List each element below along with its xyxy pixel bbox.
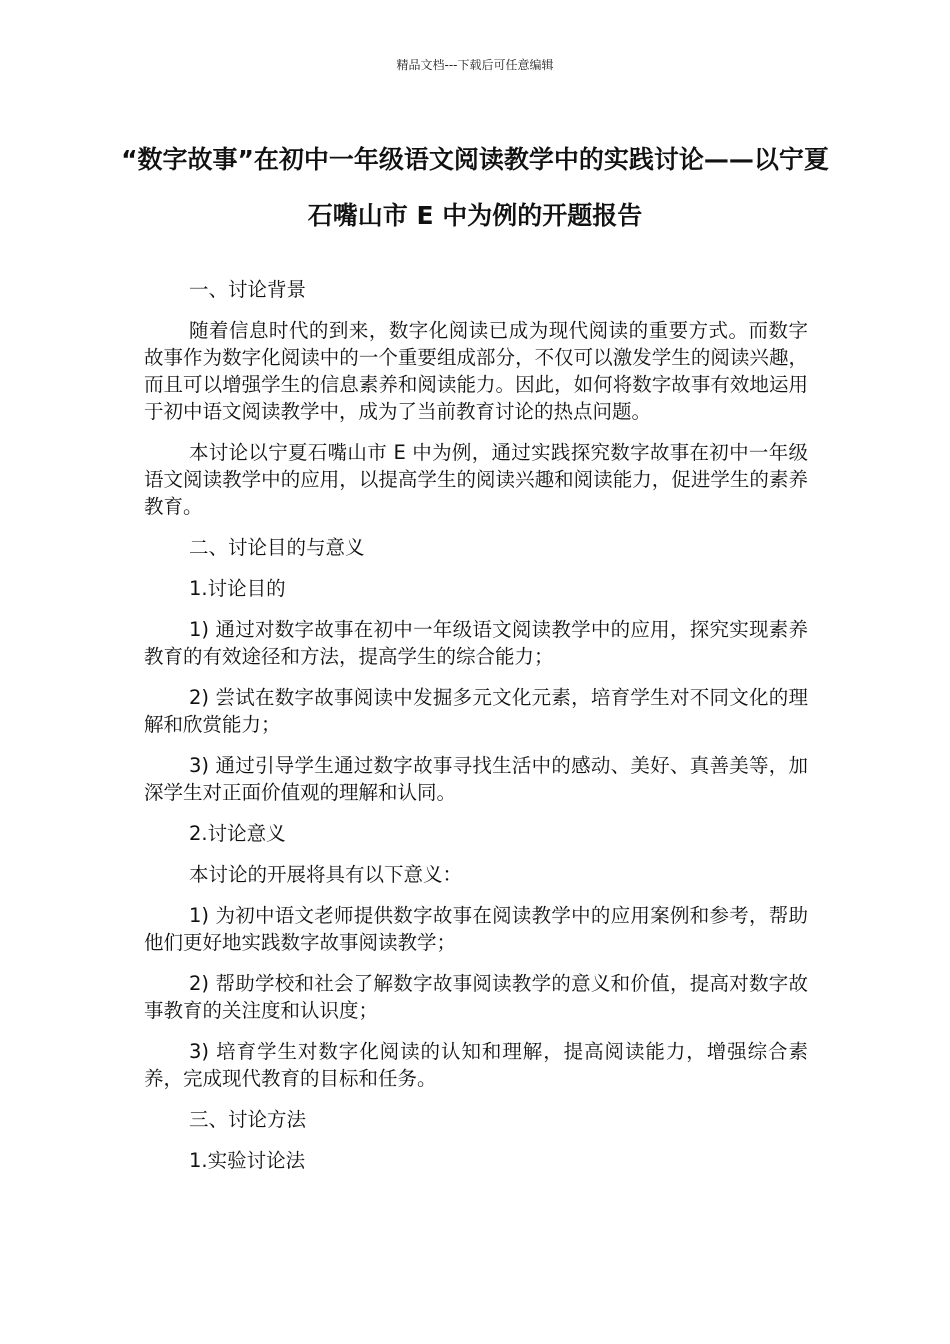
section-heading-background: 一、讨论背景	[189, 278, 307, 301]
list-item: 3) 通过引导学生通过数字故事寻找生活中的感动、美好、真善美等，加深学生对正面价值观的理解和认同。	[144, 754, 808, 804]
section-heading-purpose: 二、讨论目的与意义	[189, 536, 365, 559]
subsection-heading-method: 1.实验讨论法	[189, 1149, 306, 1172]
page-header: 精品文档---下载后可任意编辑	[396, 58, 554, 72]
list-item: 2) 尝试在数字故事阅读中发掘多元文化元素，培育学生对不同文化的理解和欣赏能力；	[144, 686, 808, 736]
subsection-heading-purpose: 1.讨论目的	[189, 577, 286, 600]
list-item: 3) 培育学生对数字化阅读的认知和理解，提高阅读能力，增强综合素养，完成现代教育的目标和任务。	[144, 1040, 808, 1090]
subsection-heading-significance: 2.讨论意义	[189, 822, 286, 845]
list-item: 1) 通过对数字故事在初中一年级语文阅读教学中的应用，探究实现素养教育的有效途径和方法，提高学生的综合能力；	[144, 618, 808, 668]
body-paragraph: 本讨论以宁夏石嘴山市 E 中为例，通过实践探究数字故事在初中一年级语文阅读教学中的应用，以提高学生的阅读兴趣和阅读能力，促进学生的素养教育。	[144, 441, 808, 518]
section-heading-method: 三、讨论方法	[189, 1108, 307, 1131]
body-paragraph: 随着信息时代的到来，数字化阅读已成为现代阅读的重要方式。而数字故事作为数字化阅读中的一个重要组成部分，不仅可以激发学生的阅读兴趣，而且可以增强学生的信息素养和阅读能力。因此，如何将数字故事有效地运用于初中语文阅读教学中，成为了当前教育讨论的热点问题。	[144, 319, 808, 423]
body-paragraph: 本讨论的开展将具有以下意义：	[189, 863, 463, 886]
document-title: “数字故事”在初中一年级语文阅读教学中的实践讨论——以宁夏石嘴山市 E 中为例的开题报告	[121, 145, 829, 230]
document-body	[144, 276, 808, 1188]
list-item: 2) 帮助学校和社会了解数字故事阅读教学的意义和价值，提高对数字故事教育的关注度和认识度；	[144, 972, 808, 1022]
list-item: 1) 为初中语文老师提供数字故事在阅读教学中的应用案例和参考，帮助他们更好地实践数字故事阅读教学；	[144, 904, 808, 954]
